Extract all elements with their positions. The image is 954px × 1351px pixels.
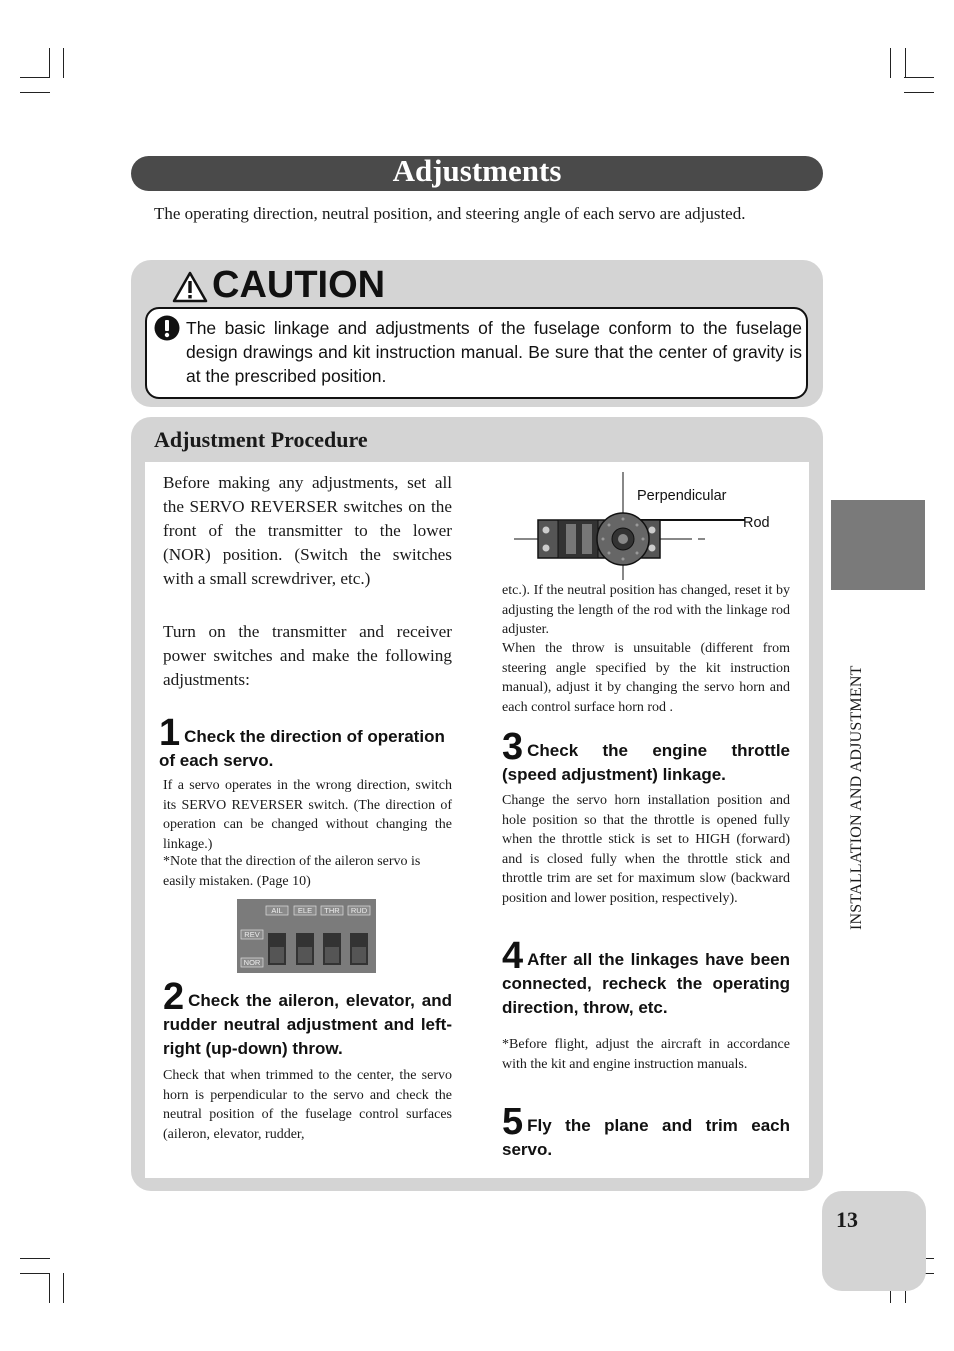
crop-mark	[904, 77, 934, 78]
crop-mark	[20, 1273, 50, 1274]
step-5-heading-text: Fly the plane and trim each servo.	[502, 1116, 790, 1159]
servo-reverser-panel	[237, 899, 376, 973]
procedure-para-2: Turn on the transmitter and receiver power switches and make the following adjustments:	[163, 622, 452, 689]
channel-label-ele: ELE	[297, 906, 313, 915]
step-3-heading-text: Check the engine throttle (speed adjustment) linkage.	[502, 741, 790, 784]
step-5-heading	[502, 1101, 790, 1162]
caution-text: The basic linkage and adjustments of the fuselage conform to the fuselage design drawings and kit instruction manual. Be sure that the center of gravity is at the prescribed position.	[186, 318, 802, 386]
channel-label-thr: THR	[324, 906, 340, 915]
step-4-heading-text: After all the linkages have been connected, recheck the operating direction, throw, etc.	[502, 950, 790, 1017]
step-2-body-2: When the throw is unsuitable (different from steering angle specified by the kit instruction manual), adjust it by changing the servo horn and each control surface horn rod .	[502, 641, 790, 715]
step-number: 1	[159, 712, 181, 754]
procedure-title: Adjustment Procedure	[154, 427, 368, 452]
crop-mark	[905, 48, 906, 78]
step-number: 4	[502, 935, 524, 977]
step-1-body: If a servo operates in the wrong direction, switch its SERVO REVERSER switch. (The direction of operation can be changed without changing the linkage.)	[163, 778, 452, 852]
step-4-heading	[502, 935, 790, 1020]
nor-label: NOR	[243, 958, 261, 967]
crop-mark	[63, 48, 64, 78]
step-2-heading	[163, 976, 452, 1061]
page-title: Adjustments	[131, 156, 823, 191]
step-1-heading	[159, 712, 453, 773]
step-1-note: *Note that the direction of the aileron servo is easily mistaken. (Page 10)	[163, 854, 421, 889]
diagram-label-rod: Rod	[743, 515, 770, 531]
side-tab-label: INSTALLATION AND ADJUSTMENT	[848, 665, 865, 930]
step-3-heading	[502, 726, 790, 787]
diagram-label-perpendicular: Perpendicular	[637, 488, 727, 504]
crop-mark	[49, 1273, 50, 1303]
crop-mark	[20, 1258, 50, 1259]
servo-horn-diagram	[510, 468, 800, 584]
warning-triangle-icon	[172, 271, 208, 303]
caution-title-text: CAUTION	[212, 264, 386, 306]
step-number: 3	[502, 726, 524, 768]
intro-text: The operating direction, neutral position, and steering angle of each servo are adjusted.	[154, 204, 746, 223]
step-1-heading-text: Check the direction of operation of each servo.	[159, 727, 445, 770]
crop-mark	[890, 48, 891, 78]
crop-mark	[49, 48, 50, 78]
channel-label-rud: RUD	[350, 906, 368, 915]
step-2-body-continued: etc.). If the neutral position has changed, reset it by adjusting the length of the rod with the linkage rod adjuster.	[502, 583, 790, 637]
step-number: 2	[163, 976, 185, 1018]
crop-mark	[63, 1273, 64, 1303]
channel-label-ail: AIL	[271, 906, 283, 915]
procedure-para-1: Before making any adjustments, set all the SERVO REVERSER switches on the front of the transmitter to the lower (NOR) position. (Switch the switches with a small screwdriver, etc.)	[163, 473, 452, 588]
step-2-heading-text: Check the aileron, elevator, and rudder neutral adjustment and left-right (up-down) throw.	[163, 991, 452, 1058]
step-4-note: *Before flight, adjust the aircraft in accordance with the kit and engine instruction manuals.	[502, 1037, 790, 1072]
exclamation-icon	[154, 315, 180, 341]
caution-heading	[172, 262, 385, 308]
page-number: 13	[836, 1207, 858, 1232]
step-3-body: Change the servo horn installation position and hole position so that the throttle is opened fully when the throttle stick is set to HIGH (forward) and is closed fully when the throttle stick and throttle trim are set for maximum slow (backward position and lower position, respectively).	[502, 793, 790, 906]
crop-mark	[20, 77, 50, 78]
side-tab-marker	[831, 500, 925, 590]
crop-mark	[904, 92, 934, 93]
rev-label: REV	[244, 930, 260, 939]
step-number: 5	[502, 1101, 524, 1143]
step-2-body: Check that when trimmed to the center, the servo horn is perpendicular to the servo and check the neutral position of the fuselage control surfaces (aileron, elevator, rudder,	[163, 1068, 452, 1142]
crop-mark	[20, 92, 50, 93]
